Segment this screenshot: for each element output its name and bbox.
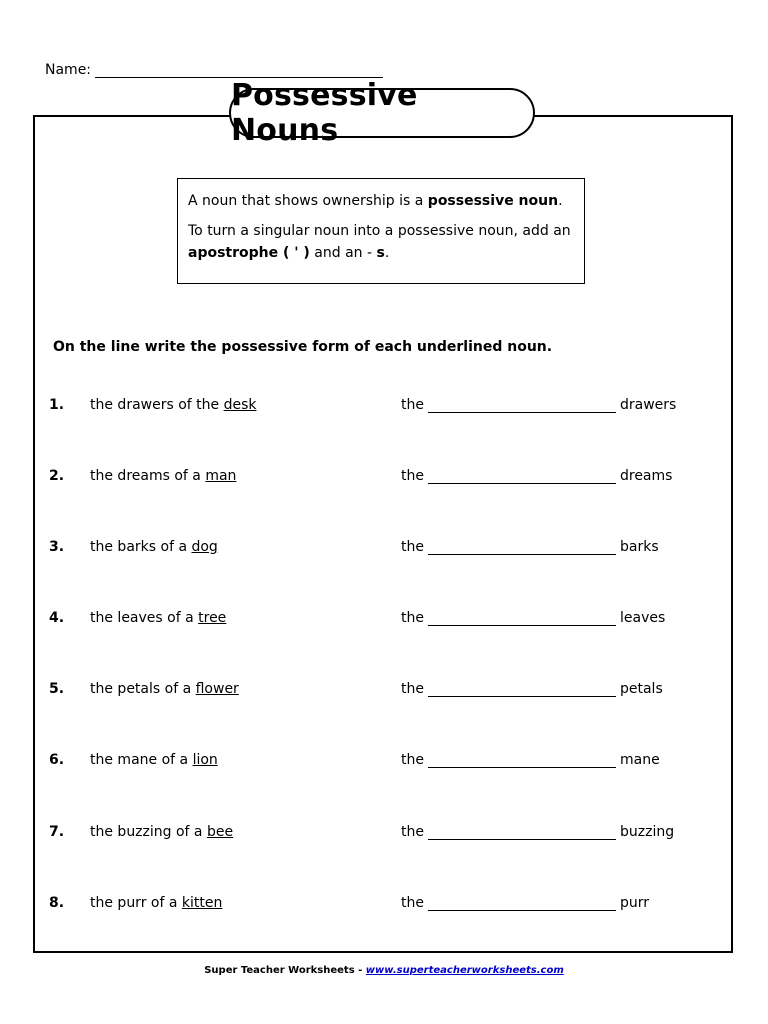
definition-line-2: To turn a singular noun into a possessive noun, add an apostrophe ( ' ) and an - s. — [188, 223, 571, 261]
item-phrase: the petals of a flower — [90, 681, 239, 697]
answer-prefix: the — [401, 468, 424, 484]
item-number: 3. — [49, 539, 65, 555]
item-phrase: the leaves of a tree — [90, 610, 227, 626]
underlined-noun: dog — [191, 539, 218, 555]
answer-suffix: purr — [619, 895, 650, 911]
answer-prefix: the — [401, 539, 424, 555]
exercise-item — [0, 824, 768, 846]
footer: Super Teacher Worksheets - www.superteacherworksheets.com — [204, 965, 564, 976]
page-title: Possessive Nouns — [229, 88, 535, 138]
answer-line — [401, 539, 659, 555]
answer-line — [401, 752, 660, 768]
underlined-noun: bee — [206, 824, 234, 840]
answer-prefix: the — [401, 895, 424, 911]
footer-link[interactable]: www.superteacherworksheets.com — [365, 965, 564, 976]
exercise-item — [0, 681, 768, 703]
answer-suffix: mane — [619, 752, 660, 768]
item-number: 8. — [49, 895, 65, 911]
term-s: s — [376, 245, 385, 261]
item-phrase: the drawers of the desk — [90, 397, 257, 413]
item-number: 1. — [49, 397, 65, 413]
footer-brand: Super Teacher Worksheets — [204, 965, 355, 976]
answer-line — [401, 824, 674, 840]
name-blank-line[interactable] — [95, 63, 383, 78]
exercise-item — [0, 752, 768, 774]
item-phrase: the buzzing of a bee — [90, 824, 234, 840]
answer-prefix: the — [401, 681, 424, 697]
exercise-item — [0, 397, 768, 419]
item-phrase: the purr of a kitten — [90, 895, 223, 911]
instruction-text: On the line write the possessive form of each underlined noun. — [53, 339, 553, 355]
name-field — [45, 62, 383, 78]
answer-blank[interactable] — [428, 540, 616, 555]
answer-blank[interactable] — [428, 825, 616, 840]
answer-suffix: leaves — [619, 610, 666, 626]
answer-suffix: buzzing — [619, 824, 675, 840]
exercise-item — [0, 468, 768, 490]
answer-suffix: petals — [619, 681, 663, 697]
exercise-item — [0, 539, 768, 561]
underlined-noun: flower — [195, 681, 239, 697]
term-possessive-noun: possessive noun — [427, 193, 559, 209]
answer-line — [401, 681, 663, 697]
item-number: 2. — [49, 468, 65, 484]
item-number: 7. — [49, 824, 65, 840]
answer-line — [401, 397, 676, 413]
underlined-noun: lion — [192, 752, 218, 768]
answer-blank[interactable] — [428, 753, 616, 768]
answer-prefix: the — [401, 397, 424, 413]
item-number: 5. — [49, 681, 65, 697]
item-phrase: the dreams of a man — [90, 468, 237, 484]
name-label: Name: — [45, 62, 92, 78]
item-number: 4. — [49, 610, 65, 626]
answer-blank[interactable] — [428, 469, 616, 484]
answer-prefix: the — [401, 752, 424, 768]
answer-suffix: dreams — [619, 468, 673, 484]
exercise-item — [0, 895, 768, 917]
answer-line — [401, 610, 665, 626]
underlined-noun: kitten — [181, 895, 223, 911]
answer-suffix: barks — [619, 539, 659, 555]
definition-line-1: A noun that shows ownership is a possessive noun. — [188, 193, 563, 209]
underlined-noun: desk — [223, 397, 257, 413]
term-apostrophe: apostrophe ( ' ) — [188, 245, 310, 261]
answer-prefix: the — [401, 610, 424, 626]
item-phrase: the mane of a lion — [90, 752, 218, 768]
answer-suffix: drawers — [619, 397, 677, 413]
answer-blank[interactable] — [428, 682, 616, 697]
underlined-noun: man — [205, 468, 237, 484]
answer-blank[interactable] — [428, 398, 616, 413]
exercise-item — [0, 610, 768, 632]
underlined-noun: tree — [198, 610, 227, 626]
answer-blank[interactable] — [428, 611, 616, 626]
answer-prefix: the — [401, 824, 424, 840]
item-number: 6. — [49, 752, 65, 768]
definition-box — [177, 178, 585, 284]
answer-blank[interactable] — [428, 896, 616, 911]
answer-line — [401, 895, 649, 911]
answer-line — [401, 468, 672, 484]
item-phrase: the barks of a dog — [90, 539, 218, 555]
